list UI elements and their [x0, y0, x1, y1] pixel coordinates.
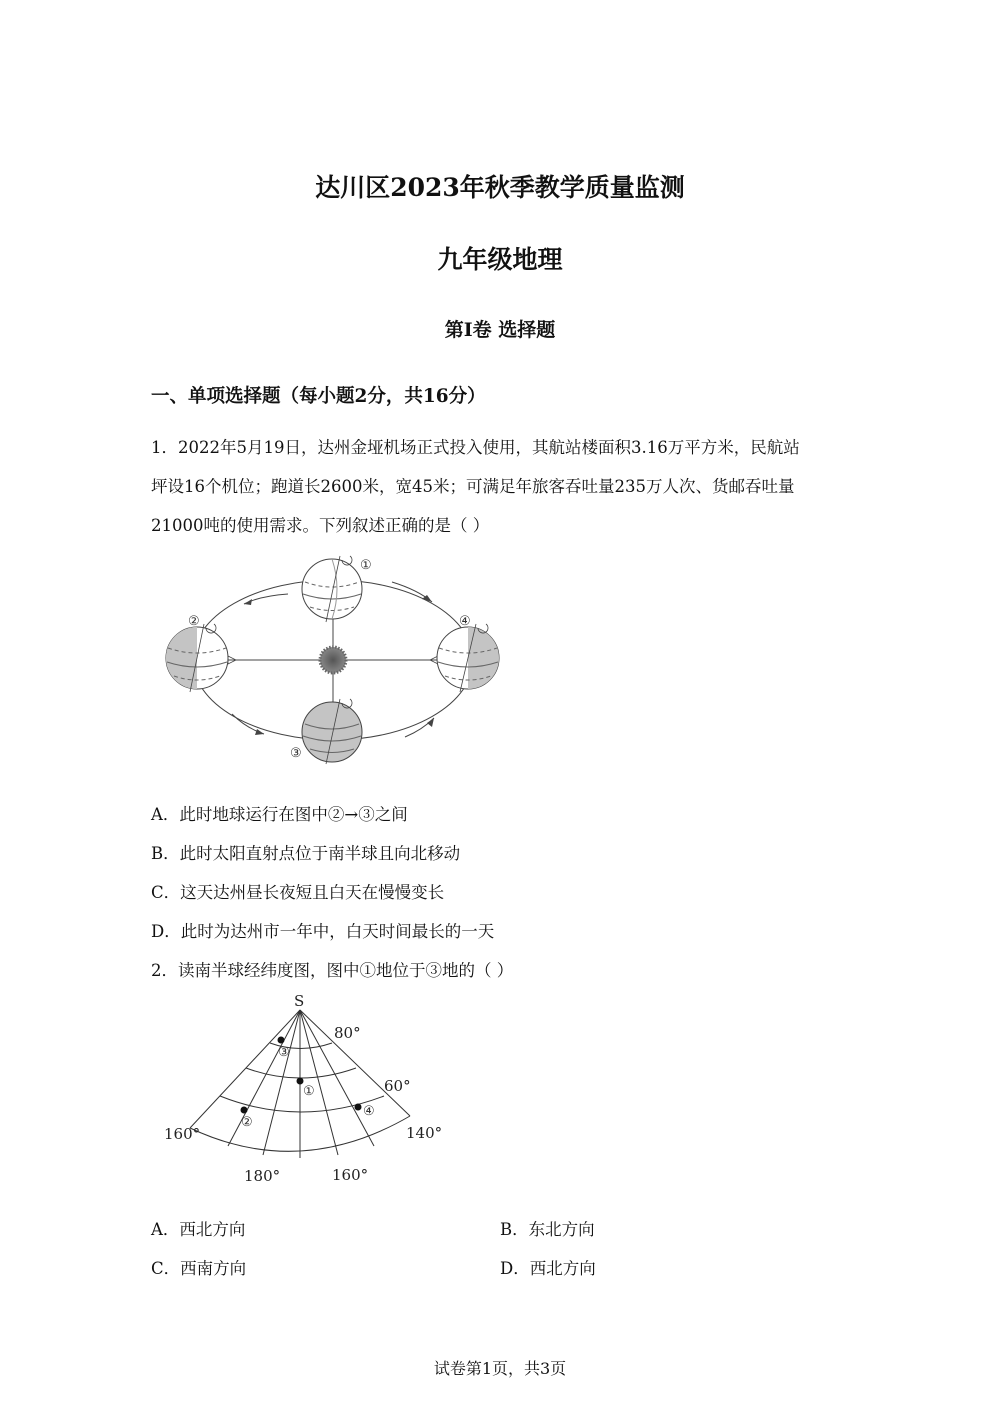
globe-2: [166, 624, 228, 692]
q1-option-c[interactable]: C．这天达州昼长夜短且白天在慢慢变长: [151, 883, 445, 902]
question-1-line-3: 21000吨的使用需求。下列叙述正确的是（ ）: [151, 516, 490, 535]
q2-option-a[interactable]: A．西北方向: [151, 1220, 246, 1239]
subject-title: 九年级地理: [437, 245, 563, 274]
question-1-stem: [151, 428, 851, 545]
q1-option-a[interactable]: A．此时地球运行在图中②→③之间: [151, 805, 408, 824]
earth-orbit-figure: [160, 552, 505, 767]
point-label-3: ③: [278, 1045, 290, 1060]
lat-label-80: 80°: [334, 1024, 361, 1042]
lon-label-left: 160°: [164, 1125, 201, 1143]
globe-label-2: ②: [188, 614, 200, 629]
lon-label-right: 140°: [406, 1124, 443, 1142]
section-heading: 一、单项选择题（每小题2分，共16分）: [151, 386, 486, 407]
globe-4: [437, 624, 499, 692]
globe-label-3: ③: [290, 746, 302, 761]
q1-option-d[interactable]: D．此时为达州市一年中，白天时间最长的一天: [151, 922, 495, 941]
lat-label-60: 60°: [384, 1077, 411, 1095]
q2-option-b[interactable]: B．东北方向: [500, 1220, 595, 1239]
q2-option-c[interactable]: C．西南方向: [151, 1259, 247, 1278]
globe-label-1: ①: [360, 558, 372, 573]
lon-label-bottom-left: 180°: [244, 1167, 281, 1185]
part-title: 第I卷 选择题: [444, 319, 556, 341]
question-1-line-1: 1．2022年5月19日，达州金垭机场正式投入使用，其航站楼面积3.16万平方米，民航站: [151, 438, 800, 457]
q1-option-b[interactable]: B．此时太阳直射点位于南半球且向北移动: [151, 844, 461, 863]
lon-label-bottom-right: 160°: [332, 1166, 369, 1184]
point-label-2: ②: [241, 1115, 253, 1130]
globe-label-4: ④: [459, 614, 471, 629]
pole-label: S: [294, 992, 305, 1010]
q2-option-d[interactable]: D．西北方向: [500, 1259, 596, 1278]
globe-3: [302, 699, 362, 764]
point-label-4: ④: [363, 1104, 375, 1119]
globe-1: [302, 556, 362, 622]
point-label-1: ①: [303, 1084, 315, 1099]
page-footer: 试卷第1页，共3页: [433, 1359, 567, 1378]
sun-icon: [320, 647, 346, 673]
graticule-figure: [160, 988, 450, 1188]
question-2-stem: 2．读南半球经纬度图，图中①地位于③地的（ ）: [151, 961, 514, 980]
exam-title: 达川区2023年秋季教学质量监测: [315, 173, 685, 202]
question-1-line-2: 坪设16个机位；跑道长2600米，宽45米；可满足年旅客吞吐量235万人次、货邮吞吐量: [151, 477, 795, 496]
